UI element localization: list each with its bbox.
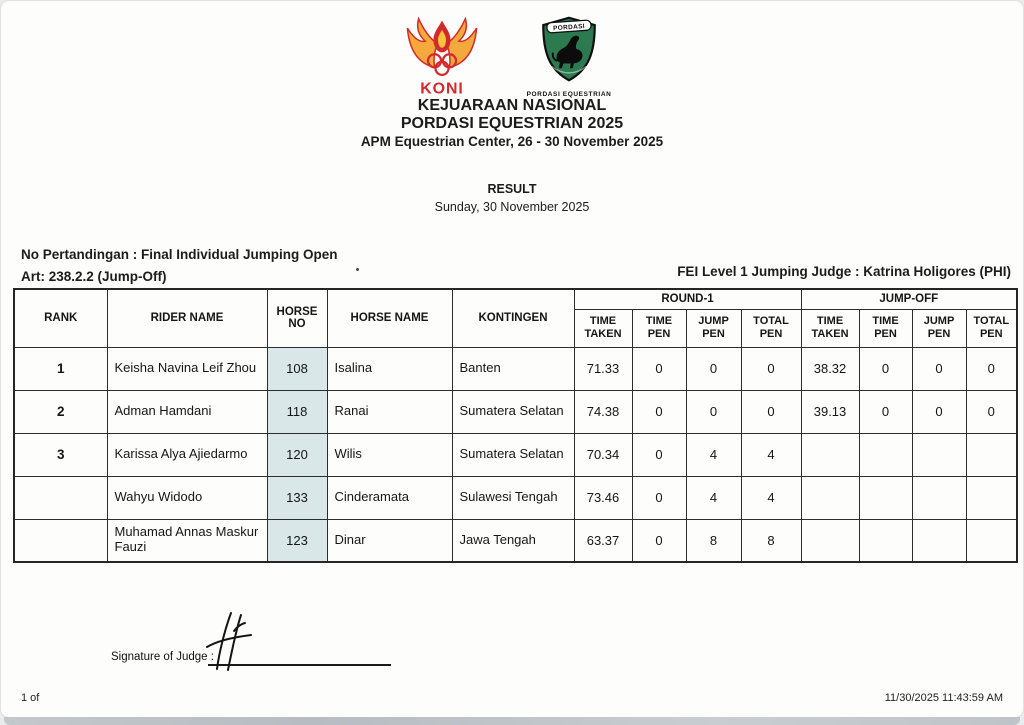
koni-left-wing bbox=[407, 19, 437, 68]
col-header-horse-name: HORSE NAME bbox=[327, 289, 452, 347]
cell-r1-jump-pen: 4 bbox=[686, 433, 741, 476]
print-timestamp: 11/30/2025 11:43:59 AM bbox=[884, 692, 1003, 704]
result-date: Sunday, 30 November 2025 bbox=[434, 200, 590, 214]
pordasi-banner-text: PORDASI bbox=[552, 23, 586, 33]
cell-jo-time-taken bbox=[801, 476, 859, 519]
col-header-jo-time-pen: TIME PEN bbox=[859, 309, 912, 347]
cell-horse-name: Cinderamata bbox=[327, 476, 452, 519]
cell-r1-time-pen: 0 bbox=[632, 347, 686, 390]
cell-jo-jump-pen bbox=[912, 519, 966, 562]
cell-jo-time-pen: 0 bbox=[859, 390, 912, 433]
results-table bbox=[13, 288, 1018, 563]
cell-r1-time-taken: 63.37 bbox=[574, 519, 632, 562]
cell-horse-no: 118 bbox=[267, 390, 327, 433]
cell-rider-name: Adman Hamdani bbox=[107, 390, 267, 433]
cell-jo-total-pen bbox=[966, 433, 1017, 476]
cell-r1-time-taken: 70.34 bbox=[574, 433, 632, 476]
cell-rank bbox=[14, 519, 107, 562]
cell-jo-total-pen bbox=[966, 519, 1017, 562]
judge-signature bbox=[201, 611, 263, 671]
event-title-line1: KEJUARAAN NASIONAL bbox=[417, 97, 607, 114]
cell-horse-no: 120 bbox=[267, 433, 327, 476]
cell-r1-time-pen: 0 bbox=[632, 433, 686, 476]
competition-name: No Pertandingan : Final Individual Jumping Open bbox=[21, 247, 338, 262]
cell-jo-total-pen: 0 bbox=[966, 347, 1017, 390]
event-title-line2: PORDASI EQUESTRIAN 2025 bbox=[400, 115, 624, 132]
cell-r1-total-pen: 8 bbox=[741, 519, 801, 562]
col-header-rider-name: RIDER NAME bbox=[107, 289, 267, 347]
cell-r1-total-pen: 0 bbox=[741, 347, 801, 390]
koni-logo bbox=[395, 15, 489, 101]
col-header-rank: RANK bbox=[14, 289, 107, 347]
cell-horse-name: Wilis bbox=[327, 433, 452, 476]
col-header-kontingen: KONTINGEN bbox=[452, 289, 574, 347]
pordasi-banner bbox=[547, 20, 592, 33]
col-header-jo-time-taken: TIME TAKEN bbox=[801, 309, 859, 347]
judge-name: FEI Level 1 Jumping Judge : Katrina Holigores (PHI) bbox=[677, 264, 1011, 279]
cell-r1-jump-pen: 8 bbox=[686, 519, 741, 562]
col-header-r1-time-taken: TIME TAKEN bbox=[574, 309, 632, 347]
cell-r1-jump-pen: 0 bbox=[686, 390, 741, 433]
scan-bottom-edge bbox=[4, 717, 1020, 725]
table-row bbox=[14, 433, 1017, 476]
cell-r1-total-pen: 4 bbox=[741, 433, 801, 476]
cell-jo-time-pen bbox=[859, 433, 912, 476]
cell-rank: 1 bbox=[14, 347, 107, 390]
result-heading: RESULT bbox=[487, 182, 537, 196]
cell-jo-time-pen bbox=[859, 519, 912, 562]
cell-r1-jump-pen: 4 bbox=[686, 476, 741, 519]
event-venue-dates: APM Equestrian Center, 26 - 30 November 2025 bbox=[360, 134, 664, 149]
cell-rider-name: Muhamad Annas Maskur Fauzi bbox=[107, 519, 267, 562]
pordasi-logo-block bbox=[509, 15, 629, 98]
cell-kontingen: Banten bbox=[452, 347, 574, 390]
cell-jo-time-taken bbox=[801, 433, 859, 476]
cell-rank: 2 bbox=[14, 390, 107, 433]
group-header-round1: ROUND-1 bbox=[574, 289, 801, 309]
cell-horse-no: 108 bbox=[267, 347, 327, 390]
cell-r1-time-taken: 74.38 bbox=[574, 390, 632, 433]
table-row bbox=[14, 519, 1017, 562]
cell-kontingen: Sumatera Selatan bbox=[452, 433, 574, 476]
cell-jo-time-pen bbox=[859, 476, 912, 519]
cell-kontingen: Jawa Tengah bbox=[452, 519, 574, 562]
logo-row bbox=[1, 15, 1023, 101]
koni-logo-wordmark: KONI bbox=[420, 80, 464, 98]
cell-r1-jump-pen: 0 bbox=[686, 347, 741, 390]
cell-r1-time-pen: 0 bbox=[632, 390, 686, 433]
cell-r1-time-taken: 71.33 bbox=[574, 347, 632, 390]
cell-rank bbox=[14, 476, 107, 519]
pordasi-logo bbox=[536, 15, 602, 83]
col-header-r1-total-pen: TOTAL PEN bbox=[741, 309, 801, 347]
cell-jo-time-taken bbox=[801, 519, 859, 562]
cell-r1-total-pen: 0 bbox=[741, 390, 801, 433]
cell-r1-total-pen: 4 bbox=[741, 476, 801, 519]
group-header-jumpoff: JUMP-OFF bbox=[801, 289, 1017, 309]
cell-rider-name: Keisha Navina Leif Zhou bbox=[107, 347, 267, 390]
col-header-r1-time-pen: TIME PEN bbox=[632, 309, 686, 347]
article-reference: Art: 238.2.2 (Jump-Off) bbox=[21, 269, 167, 284]
cell-r1-time-pen: 0 bbox=[632, 519, 686, 562]
cell-horse-name: Ranai bbox=[327, 390, 452, 433]
table-row bbox=[14, 390, 1017, 433]
cell-jo-total-pen bbox=[966, 476, 1017, 519]
cell-horse-name: Dinar bbox=[327, 519, 452, 562]
cell-rank: 3 bbox=[14, 433, 107, 476]
cell-jo-time-pen: 0 bbox=[859, 347, 912, 390]
cell-r1-time-taken: 73.46 bbox=[574, 476, 632, 519]
page-number: 1 of bbox=[21, 692, 40, 704]
cell-r1-time-pen: 0 bbox=[632, 476, 686, 519]
signature-label: Signature of Judge : bbox=[111, 651, 214, 663]
cell-kontingen: Sulawesi Tengah bbox=[452, 476, 574, 519]
cell-jo-time-taken: 39.13 bbox=[801, 390, 859, 433]
cell-kontingen: Sumatera Selatan bbox=[452, 390, 574, 433]
col-header-r1-jump-pen: JUMP PEN bbox=[686, 309, 741, 347]
col-header-horse-no: HORSE NO bbox=[267, 289, 327, 347]
table-row bbox=[14, 347, 1017, 390]
col-header-jo-total-pen: TOTAL PEN bbox=[966, 309, 1017, 347]
cell-horse-name: Isalina bbox=[327, 347, 452, 390]
col-header-jo-jump-pen: JUMP PEN bbox=[912, 309, 966, 347]
cell-jo-jump-pen: 0 bbox=[912, 390, 966, 433]
cell-horse-no: 123 bbox=[267, 519, 327, 562]
koni-right-wing bbox=[447, 19, 477, 68]
table-row bbox=[14, 476, 1017, 519]
scan-artifact-dot bbox=[356, 268, 359, 271]
cell-horse-no: 133 bbox=[267, 476, 327, 519]
cell-rider-name: Karissa Alya Ajiedarmo bbox=[107, 433, 267, 476]
cell-jo-total-pen: 0 bbox=[966, 390, 1017, 433]
cell-rider-name: Wahyu Widodo bbox=[107, 476, 267, 519]
cell-jo-jump-pen bbox=[912, 476, 966, 519]
pordasi-caption: PORDASI EQUESTRIAN bbox=[526, 91, 612, 98]
cell-jo-time-taken: 38.32 bbox=[801, 347, 859, 390]
cell-jo-jump-pen: 0 bbox=[912, 347, 966, 390]
cell-jo-jump-pen bbox=[912, 433, 966, 476]
